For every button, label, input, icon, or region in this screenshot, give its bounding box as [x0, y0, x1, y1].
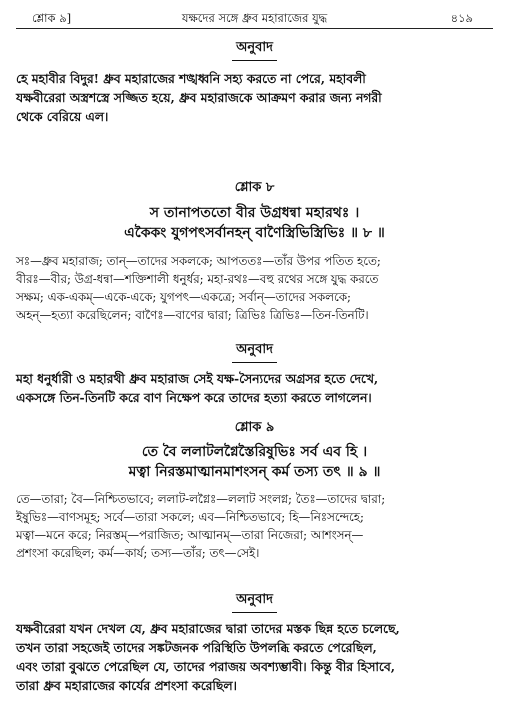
translation-line: থেকে বেরিয়ে এল। — [16, 109, 109, 124]
translation-heading: অনুবাদ — [16, 38, 493, 61]
header-rule — [16, 28, 493, 29]
translation-line: মহা ধনুর্ধারী ও মহারথী ধ্রুব মহারাজ সেই যক্ষ-সৈন্যদের অগ্রসর হতে দেখে, — [16, 371, 379, 386]
header-chapter-title: যক্ষদের সঙ্গে ধ্রুব মহারাজের যুদ্ধ — [181, 11, 328, 25]
sloka-8-block — [16, 178, 493, 243]
word-meaning-line: তে—তারা; বৈ—নিশ্চিতভাবে; ললাট-লগ্নৈঃ—ললাট সংলগ্ন; তৈঃ—তাদের দ্বারা; — [16, 492, 386, 506]
translation-line: তারা ধ্রুব মহারাজের কার্যের প্রশংসা করেছিল। — [16, 678, 237, 693]
translation-line: এবং তারা বুঝতে পেরেছিল যে, তাদের পরাজয় অবশ্যম্ভাবী। কিন্তু বীর হিসাবে, — [16, 659, 395, 674]
verse-line: মত্বা নিরস্তমাত্মানমাশংসন্ কর্ম তস্য তৎ ॥ ৯ ॥ — [128, 464, 381, 480]
sloka-8-translation — [16, 340, 493, 407]
translation-line: একসঙ্গে তিন-তিনটি করে বাণ নিক্ষেপ করে তাদের হত্যা করতে লাগলেন। — [16, 390, 372, 405]
sloka-9-word-meanings — [16, 490, 493, 562]
verse-line: স তানাপততো বীর উগ্রধন্বা মহারথঃ । — [149, 205, 360, 221]
word-meaning-line: সক্ষম; এক-একম্—একে-একে; যুগপৎ—একত্রে; সর্বান্—তাদের সকলকে; — [16, 290, 351, 304]
word-meaning-line: মত্বা—মনে করে; নিরস্তম্—পরাজিত; আত্মানম্—তারা নিজেরা; আশংসন্— — [16, 528, 364, 542]
sloka-title: শ্লোক ৮ — [234, 180, 275, 195]
word-meaning-line: ইষুভিঃ—বাণসমূহ; সর্বে—তারা সকলে; এব—নিশ্চিতভাবে; হি—নিঃসন্দেহে; — [16, 510, 364, 524]
verse-line: তে বৈ ললাটলগ্নৈস্তৈরিষুভিঃ সর্ব এব হি । — [141, 444, 368, 460]
translation-line: হে মহাবীর বিদুর! ধ্রুব মহারাজের শঙ্খধ্বনি সহ্য করতে না পেরে, মহাবলী — [16, 71, 366, 86]
translation-line: তখন তারা সহজেই তাদের সঙ্কটজনক পরিস্থিতি উপলব্ধি করতে পেরেছিল, — [16, 640, 377, 655]
verse-line: একৈকং যুগপৎসর্বানহন্ বাণৈস্ত্রিভিস্ত্রিভিঃ ॥ ৮ ॥ — [124, 225, 385, 241]
sloka-8-word-meanings — [16, 252, 493, 324]
translation-line: যক্ষবীরেরা অস্ত্রশস্ত্রে সজ্জিত হয়ে, ধ্রুব মহারাজকে আক্রমণ করার জন্য নগরী — [16, 90, 382, 105]
page-number: ৪১৯ — [450, 11, 473, 25]
translation-line: যক্ষবীরেরা যখন দেখল যে, ধ্রুব মহারাজের দ্বারা তাদের মস্তক ছিন্ন হতে চলেছে, — [16, 621, 400, 636]
sloka-9-translation — [16, 590, 493, 695]
word-meaning-line: সঃ—ধ্রুব মহারাজ; তান্—তাদের সকলকে; আপততঃ—তাঁর উপর পতিত হতে; — [16, 254, 381, 268]
sloka-title: শ্লোক ৯ — [234, 420, 275, 435]
word-meaning-line: অহন্—হত্যা করেছিলেন; বাণৈঃ—বাণের দ্বারা; ত্রিভিঃ ত্রিভিঃ—তিন-তিনটি। — [16, 308, 369, 322]
running-header — [16, 0, 493, 26]
header-verse-ref: শ্লোক ৯] — [32, 11, 72, 25]
sloka-9-block — [16, 418, 493, 482]
translation-block-1 — [16, 38, 493, 126]
word-meaning-line: প্রশংসা করেছিল; কর্ম—কার্য; তস্য—তাঁর; তৎ—সেই। — [16, 546, 260, 560]
translation-heading: অনুবাদ — [16, 590, 493, 613]
word-meaning-line: বীরঃ—বীর; উগ্র-ধন্বা—শক্তিশালী ধনুর্ধর; মহা-রথঃ—বহু রথের সঙ্গে যুদ্ধ করতে — [16, 272, 379, 286]
translation-heading: অনুবাদ — [16, 340, 493, 363]
